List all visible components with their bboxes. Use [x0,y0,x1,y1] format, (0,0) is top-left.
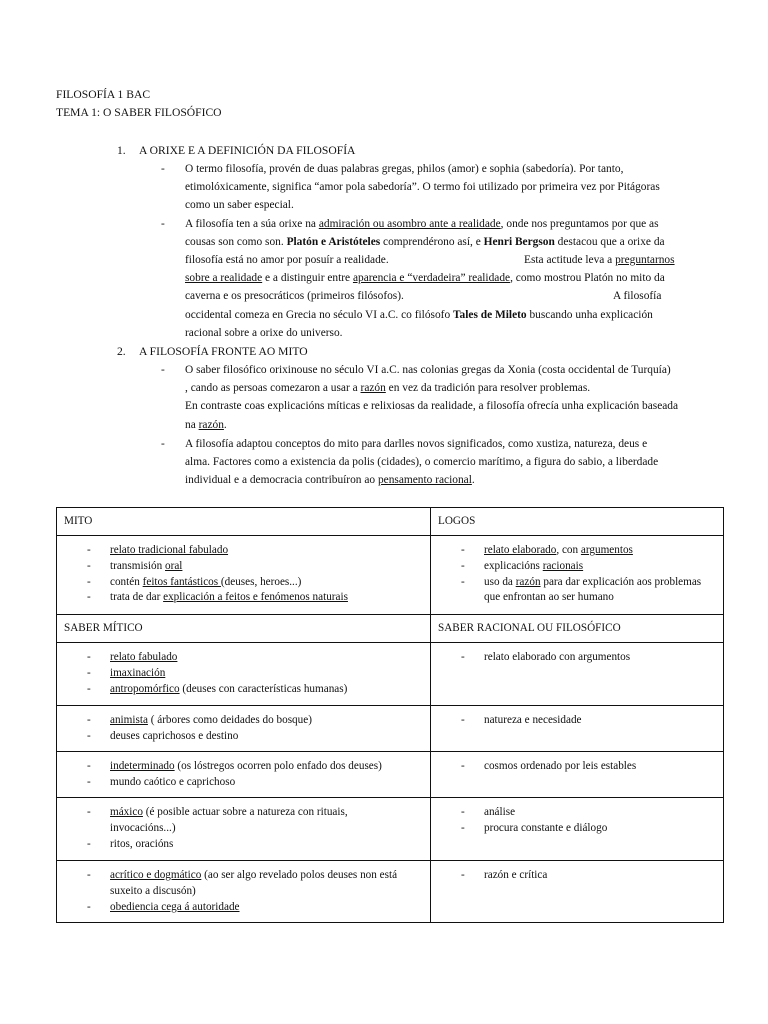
list-item [87,805,424,837]
text-run: que enfrontan ao ser humano [484,591,614,604]
dash-marker: - [87,729,91,742]
underlined-text: explicación a feitos e fenómenos naturais [163,591,348,604]
list-item [461,821,717,837]
dash-marker: - [87,806,91,818]
list-item [87,775,424,791]
list-item [87,729,424,745]
text-line [185,251,721,269]
text-run: para dar explicación aos problemas [540,575,702,588]
text-run: (deuses con características humanas) [179,682,348,695]
dash-marker: - [87,666,91,679]
table-cell [57,861,431,923]
topic-title: TEMA 1: O SABER FILOSÓFICO [56,106,222,119]
table-row [57,752,724,798]
text-line [185,233,721,251]
text-line [185,215,721,233]
dash-marker: - [461,559,465,572]
text-run: , onde nos preguntamos por que as [500,217,659,230]
dash-marker: - [87,544,91,556]
text-run: Esta actitude leva a [524,254,616,267]
table-cell [431,706,724,752]
list-item [461,759,717,775]
dash-marker: - [461,575,465,588]
text-line: alma. Factores como a existencia da polis (cidades), o comercio marítimo, a figura do sabio, a liberdade [185,456,659,469]
dash-marker: - [87,682,91,695]
text-run: invocacións...) [110,821,176,834]
underlined-text: razón [198,418,224,431]
underlined-text: razón [360,382,386,395]
header-cell-saber-racional: SABER RACIONAL OU FILOSÓFICO [431,615,724,643]
list-item [461,868,717,884]
text-line [185,306,721,324]
underlined-text: acrítico e dogmático [110,869,202,881]
underlined-text: admiración ou asombro ante a realidade [318,217,501,230]
text-run: (ao ser algo revelado polos deuses non está [201,869,398,881]
list-item [87,682,424,698]
dash-marker: - [87,760,91,772]
dash-marker: - [461,651,465,663]
dash-marker: - [161,217,165,230]
table-cell [57,706,431,752]
bold-text: Tales de Mileto [453,308,527,321]
table-cell [57,536,431,615]
text-run: filosofía está no amor por posuír a realidade. [185,254,389,267]
section-number: 2. [117,345,126,358]
underlined-text: relato tradicional fabulado [110,544,229,556]
header-cell-mito: MITO [57,508,431,536]
text-run: (deuses, heroes...) [220,575,302,588]
dash-marker: - [87,714,91,726]
text-run: A filosofía ten a súa orixe na [185,217,319,230]
list-item [87,575,424,591]
table-cell [431,536,724,615]
list-item [461,650,717,666]
list-item [87,868,424,900]
list-item [87,543,424,559]
text-run: , como mostrou Platón no mito da [510,272,665,285]
underlined-text: preguntarnos [615,254,675,267]
text-run: transmisión [110,559,166,572]
bold-text: Henri Bergson [483,235,555,248]
text-line [185,379,721,397]
section-1-heading [117,142,355,160]
text-run: cosmos ordenado por leis estables [484,760,637,772]
list-item [87,837,424,853]
list-item [87,900,424,916]
text-run: explicacións [484,559,543,572]
dash-marker: - [161,437,165,450]
course-title: FILOSOFÍA 1 BAC [56,88,151,101]
dash-marker: - [87,559,91,572]
dash-marker: - [161,163,165,175]
section-2-heading [117,343,308,361]
underlined-text: máxico [110,806,143,818]
table-row [57,798,724,861]
list-item [87,559,424,575]
text-run: trata de dar [110,591,164,604]
table-cell [431,798,724,861]
dash-marker: - [461,544,465,556]
list-item [87,590,424,606]
bullet-item [161,160,721,215]
bullet-item [161,435,721,490]
text-run: buscando unha explicación [526,308,653,321]
list-item [87,666,424,682]
list-item [461,713,717,729]
text-run: natureza e necesidade [484,714,582,726]
table-row [57,508,724,536]
dash-marker: - [87,775,91,788]
text-run: ritos, oracións [110,837,174,850]
text-run: (os lóstregos ocorren polo enfado dos deuses) [174,760,382,772]
bullet-item [161,215,721,342]
dash-marker: - [87,869,91,881]
underlined-text: antropomórfico [110,682,180,695]
table-row [57,615,724,643]
table-cell [57,752,431,798]
underlined-text: aparencia e “verdadeira” realidade [352,272,511,285]
dash-marker: - [87,575,91,588]
list-item [461,559,717,575]
section-number: 1. [117,144,126,157]
dash-marker: - [87,900,91,913]
table-cell [57,798,431,861]
text-run: occidental comeza en Grecia no século VI a.C. co filósofo [185,308,453,321]
text-run: comprendérono así, e [380,235,484,248]
bold-text: Platón e Aristóteles [286,235,381,248]
text-line: como un saber especial. [185,199,294,212]
underlined-text: relato fabulado [110,651,178,663]
text-run: . [223,418,227,431]
text-run: razón e crítica [484,869,548,881]
section-title: A ORIXE E A DEFINICIÓN DA FILOSOFÍA [139,144,356,157]
dash-marker: - [461,760,465,772]
underlined-text: animista [110,714,148,726]
table-cell [431,861,724,923]
dash-marker: - [461,869,465,881]
list-item [461,543,717,559]
table-cell [57,643,431,706]
text-run: uso da [484,575,516,588]
text-run: , con [556,544,581,556]
text-line: racional sobre a orixe do universo. [185,326,343,339]
bullet-item [161,361,721,434]
list-item [461,805,717,821]
list-item [87,759,424,775]
dash-marker: - [461,806,465,818]
underlined-text: feitos fantásticos [142,575,221,588]
list-item [461,575,717,607]
text-line [185,471,721,489]
dash-marker: - [87,591,91,604]
dash-marker: - [461,821,465,834]
table-row [57,706,724,752]
underlined-text: racionais [542,559,584,572]
text-line [185,269,721,287]
underlined-text: relato elaborado [484,544,557,556]
underlined-text: argumentos [580,544,633,556]
underlined-text: imaxinación [110,666,166,679]
text-run: suxeito a discusón) [110,884,196,897]
text-line [185,416,721,434]
header-cell-saber-mitico: SABER MÍTICO [57,615,431,643]
text-run: . [471,474,475,487]
section-1-bullets [161,160,721,342]
header-cell-logos: LOGOS [431,508,724,536]
list-item [87,650,424,666]
underlined-text: indeterminado [110,760,175,772]
text-line: O saber filosófico orixinouse no século VI a.C. nas colonias gregas da Xonia (costa occidental de Turquía) [185,364,671,376]
text-line: A filosofía adaptou conceptos do mito para darlles novos significados, como xustiza, natureza, deus e [185,437,648,450]
text-run: individual e a democracia contribuíron ao [185,474,378,487]
text-run: , cando as persoas comezaron a usar a [185,382,361,395]
underlined-text: razón [515,575,541,588]
underlined-text: oral [165,559,183,572]
dash-marker: - [87,837,91,850]
section-2-bullets [161,361,721,489]
text-run: cousas son como son. [185,235,287,248]
table-cell [431,752,724,798]
text-run: caverna e os presocráticos (primeiros filósofos). [185,290,404,303]
table-row [57,861,724,923]
dash-marker: - [161,364,165,376]
text-line: etimolóxicamente, significa “amor pola sabedoría”. O termo foi utilizado por primeira vez por Pitágoras [185,181,660,194]
text-line: O termo filosofía, provén de duas palabras gregas, philos (amor) e sophia (sabedoría). Por tanto, [185,163,624,175]
text-run: en vez da tradición para resolver problemas. [385,382,591,395]
comparison-table [56,507,724,923]
section-title: A FILOSOFÍA FRONTE AO MITO [139,345,308,358]
underlined-text: sobre a realidade [185,272,263,285]
text-run: mundo caótico e caprichoso [110,775,236,788]
underlined-text: obediencia cega á autoridade [110,900,240,913]
dash-marker: - [87,651,91,663]
text-run: ( árbores como deidades do bosque) [147,714,312,726]
text-run: contén [110,575,143,588]
text-run: (é posible actuar sobre a natureza con rituais, [142,806,348,818]
text-run: destacou que a orixe da [554,235,665,248]
table-cell [431,643,724,706]
text-run: deuses caprichosos e destino [110,729,239,742]
table-row [57,536,724,615]
dash-marker: - [461,714,465,726]
table-row [57,643,724,706]
text-run: na [185,418,199,431]
text-run: procura constante e diálogo [484,821,608,834]
text-run: relato elaborado con argumentos [484,651,631,663]
text-run: A filosofía [613,290,662,303]
underlined-text: pensamento racional [377,474,472,487]
text-run: análise [484,806,516,818]
text-line [185,287,721,305]
text-line: En contraste coas explicacións míticas e relixiosas da realidade, a filosofía ofrecía unha explicación baseada [185,400,679,413]
list-item [87,713,424,729]
text-run: e a distinguir entre [262,272,353,285]
